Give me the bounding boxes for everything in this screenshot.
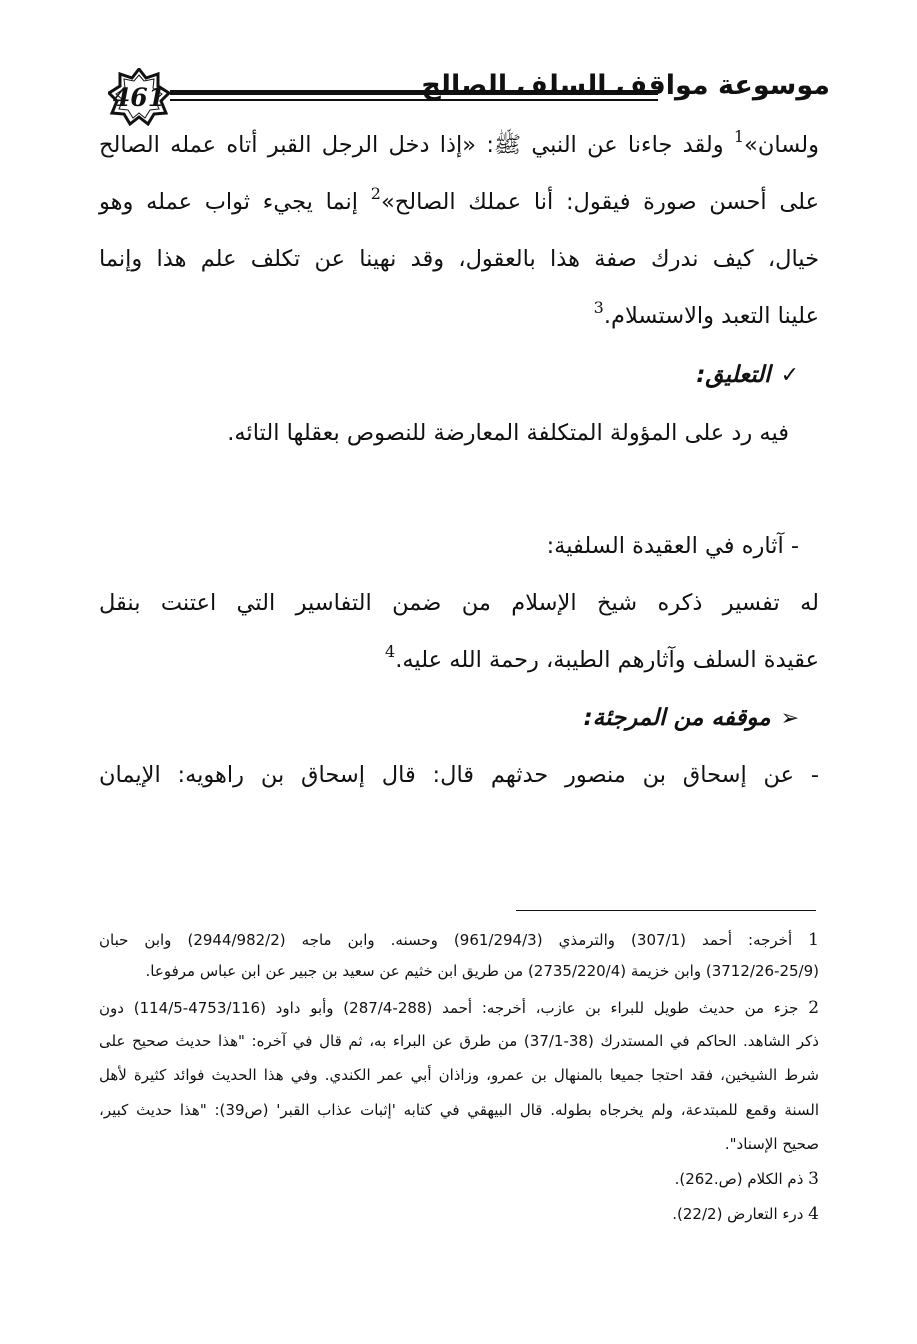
body-line-3: [99, 246, 819, 272]
footnote-separator: [516, 910, 816, 911]
body-text-segment: ولقد جاءنا عن النبي ﷺ: «إذا دخل الرجل القبر أتاه عمله الصالح: [99, 132, 724, 158]
body-text-segment: عقيدة السلف وآثارهم الطيبة، رحمة الله عليه.: [395, 647, 819, 673]
footnote-2-line-4: [99, 1101, 819, 1119]
footnote-1-line-1: [99, 930, 819, 950]
footnote-3: [99, 1169, 819, 1189]
footnote-text: جزء من حديث طويل للبراء بن عازب، أخرجه: أحمد (288-287/4) وأبو داود (4753/116-114/5) دون: [99, 999, 799, 1017]
body-text-segment: إنما يجيء ثواب عمله وهو: [99, 189, 359, 215]
footnote-text: أخرجه: أحمد (307/1) والترمذي (961/294/3) وحسنه. وابن ماجه (2944/982/2) وابن حبان: [99, 931, 793, 949]
heading-text: موقفه من المرجئة:: [583, 705, 771, 731]
influence-line-1: له تفسير ذكره شيخ الإسلام من ضمن التفاسير التي اعتنت بنقل: [99, 590, 819, 616]
section-heading-murjia: [583, 705, 799, 731]
body-line-1: [99, 127, 819, 164]
footnote-ref: 3: [593, 298, 604, 317]
section-heading-commentary: [696, 362, 799, 388]
footnote-text: صحيح الإسناد".: [724, 1135, 819, 1153]
footnote-2-line-1: [99, 998, 819, 1018]
footnote-text: شرط الشيخين، فقد احتجا جميعا بالمنهال بن عمرو، وزاذان أبي عمر الكندي. وفي هذا الحديث فوائد كثيرة لأهل: [99, 1066, 819, 1084]
footnote-number: 3: [808, 1169, 819, 1189]
footnote-text: السنة وقمع للمبتدعة، ولم يخرجاه بطوله. قال البيهقي في كتابه 'إثبات عذاب القبر' (ص39): "هذا حديث كبير،: [99, 1101, 820, 1119]
commentary-text: فيه رد على المؤولة المتكلفة المعارضة للنصوص بعقلها التائه.: [227, 420, 789, 446]
heading-text: التعليق:: [696, 362, 771, 388]
checkmark-icon: ✓: [780, 362, 799, 388]
footnote-4: [99, 1204, 819, 1224]
footnote-2-line-2: [99, 1032, 819, 1050]
footnote-number: 4: [808, 1204, 819, 1224]
footnote-text: ذكر الشاهد. الحاكم في المستدرك (38-37/1) من طرق عن البراء به، ثم قال في آخره: "هذا حديث صحيح على: [99, 1032, 819, 1050]
footnote-text: ذم الكلام (ص.262).: [674, 1170, 804, 1188]
running-head: موسوعة مواقف السلف الصالح: [421, 70, 830, 101]
page-header: [100, 66, 830, 130]
murjia-text: - عن إسحاق بن منصور حدثهم قال: قال إسحاق بن راهويه: الإيمان: [99, 762, 819, 788]
footnote-ref: 2: [370, 184, 381, 203]
arrowhead-icon: ➢: [780, 705, 799, 731]
influence-line-2: [99, 642, 819, 673]
footnote-2-line-3: [99, 1066, 819, 1084]
body-line-2: [99, 184, 819, 215]
footnote-number: 1: [808, 930, 819, 950]
footnote-number: 2: [808, 998, 820, 1018]
body-line-4: [99, 298, 819, 329]
section-heading-influence: - آثاره في العقيدة السلفية:: [546, 533, 799, 559]
footnote-text: (3712/26-25/9) وابن خزيمة (2735/220/4) من طريق ابن خثيم عن سعيد بن جبير عن ابن عباس مرفوعا.: [145, 962, 819, 980]
body-text-segment: خيال، كيف ندرك صفة هذا بالعقول، وقد نهينا عن تكلف علم هذا وإنما: [99, 246, 819, 272]
page-number-badge: [108, 68, 170, 126]
footnote-1-line-2: [99, 962, 819, 980]
body-text-segment: على أحسن صورة فيقول: أنا عملك الصالح»: [380, 189, 819, 215]
footnote-ref: 1: [733, 127, 745, 146]
footnote-ref: 4: [385, 642, 396, 661]
footnote-2-line-5: [99, 1135, 819, 1153]
body-text-segment: ولسان»: [744, 132, 819, 158]
body-text-segment: علينا التعبد والاستسلام.: [603, 303, 819, 329]
footnote-text: درء التعارض (22/2).: [672, 1205, 804, 1223]
page-number: 461: [112, 82, 166, 112]
